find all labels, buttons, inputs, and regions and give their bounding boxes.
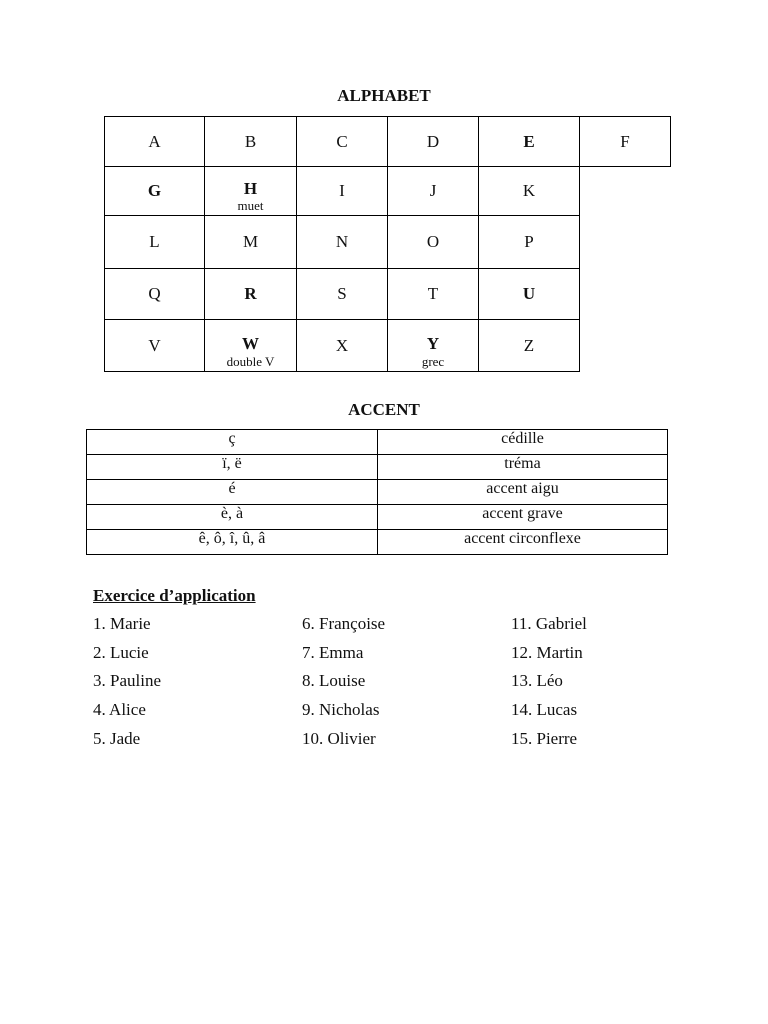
alphabet-cell-r	[204, 268, 297, 320]
accent-name: accent grave	[378, 505, 668, 530]
alphabet-cell-s	[296, 268, 388, 320]
alphabet-letter: X	[335, 336, 349, 355]
alphabet-cell-n	[296, 215, 388, 269]
exercise-item: 11. Gabriel	[511, 614, 587, 633]
accent-title: ACCENT	[348, 400, 420, 419]
accent-row	[87, 430, 668, 455]
accent-name: tréma	[378, 455, 668, 480]
exercise-title: Exercice d’application	[93, 586, 256, 605]
alphabet-title: ALPHABET	[337, 86, 431, 105]
alphabet-cell-v	[104, 319, 205, 372]
exercise-item: 4. Alice	[93, 700, 146, 720]
alphabet-letter: B	[244, 132, 257, 151]
exercise-item: 7. Emma	[302, 642, 364, 662]
exercise-column-1	[93, 613, 161, 756]
alphabet-cell-u	[478, 268, 580, 320]
alphabet-cell-b	[204, 116, 297, 167]
alphabet-cell-x	[296, 319, 388, 372]
exercise-item: 15. Pierre	[511, 728, 578, 748]
exercise-item: 5. Jade	[93, 728, 141, 748]
alphabet-letter: E	[523, 132, 535, 151]
alphabet-letter: W	[242, 334, 259, 353]
alphabet-letter: O	[426, 232, 440, 251]
alphabet-letter: F	[620, 132, 630, 151]
alphabet-cell-o	[387, 215, 479, 269]
alphabet-cell-c	[296, 116, 388, 167]
alphabet-letter-note: double V	[226, 354, 275, 369]
alphabet-cell-f	[579, 116, 671, 167]
accent-characters: ê, ô, î, û, â	[87, 530, 378, 555]
alphabet-letter: Q	[148, 284, 161, 303]
alphabet-letter: P	[524, 232, 534, 251]
alphabet-cell-g	[104, 166, 205, 216]
accent-characters: é	[87, 480, 378, 505]
alphabet-letter: M	[242, 232, 259, 251]
exercise-item: 6. Françoise	[302, 614, 386, 633]
alphabet-cell-a	[104, 116, 205, 167]
alphabet-letter: Z	[523, 336, 535, 355]
alphabet-cell-d	[387, 116, 479, 167]
alphabet-letter: U	[522, 284, 536, 303]
exercise-column-3	[511, 613, 587, 756]
exercise-item: 12. Martin	[511, 642, 583, 662]
exercise-item: 9. Nicholas	[302, 700, 380, 720]
exercise-item: 14. Lucas	[511, 700, 578, 720]
accent-characters: ï, ë	[87, 455, 378, 480]
exercise-column-2	[302, 613, 385, 756]
alphabet-letter: Y	[426, 334, 440, 353]
alphabet-letter: G	[147, 181, 162, 200]
accent-name: cédille	[378, 430, 668, 455]
accent-row	[87, 530, 668, 555]
alphabet-cell-m	[204, 215, 297, 269]
alphabet-letter: S	[337, 284, 347, 303]
alphabet-cell-z	[478, 319, 580, 372]
accent-characters: ç	[87, 430, 378, 455]
alphabet-letter: K	[522, 181, 536, 200]
exercise-item: 8. Louise	[302, 671, 366, 691]
alphabet-letter: N	[335, 232, 349, 251]
alphabet-letter: D	[426, 132, 440, 151]
alphabet-cell-p	[478, 215, 580, 269]
alphabet-letter: I	[339, 181, 345, 200]
alphabet-letter-note: muet	[237, 198, 264, 213]
alphabet-cell-e	[478, 116, 580, 167]
alphabet-letter: C	[336, 132, 348, 151]
accent-characters: è, à	[87, 505, 378, 530]
alphabet-cell-h	[204, 166, 297, 216]
alphabet-cell-q	[104, 268, 205, 320]
alphabet-cell-k	[478, 166, 580, 216]
alphabet-cell-t	[387, 268, 479, 320]
alphabet-letter-note: grec	[421, 354, 445, 369]
exercise-item: 13. Léo	[511, 671, 563, 691]
exercise-item: 3. Pauline	[93, 671, 161, 691]
alphabet-letter: R	[244, 284, 257, 303]
alphabet-cell-j	[387, 166, 479, 216]
alphabet-letter: H	[243, 179, 258, 198]
alphabet-cell-w	[204, 319, 297, 372]
accent-row	[87, 455, 668, 480]
alphabet-letter: L	[149, 232, 160, 251]
exercise-item: 1. Marie	[93, 614, 151, 633]
exercise-item: 2. Lucie	[93, 642, 149, 662]
accent-name: accent aigu	[378, 480, 668, 505]
exercise-item: 10. Olivier	[302, 728, 376, 748]
accent-row	[87, 480, 668, 505]
accent-table	[86, 429, 668, 555]
accent-row	[87, 505, 668, 530]
accent-name: accent circonflexe	[378, 530, 668, 555]
alphabet-cell-i	[296, 166, 388, 216]
alphabet-letter: T	[427, 284, 439, 303]
alphabet-letter: A	[148, 132, 161, 151]
alphabet-letter: V	[148, 336, 161, 355]
alphabet-cell-l	[104, 215, 205, 269]
alphabet-cell-y	[387, 319, 479, 372]
alphabet-letter: J	[429, 181, 437, 200]
